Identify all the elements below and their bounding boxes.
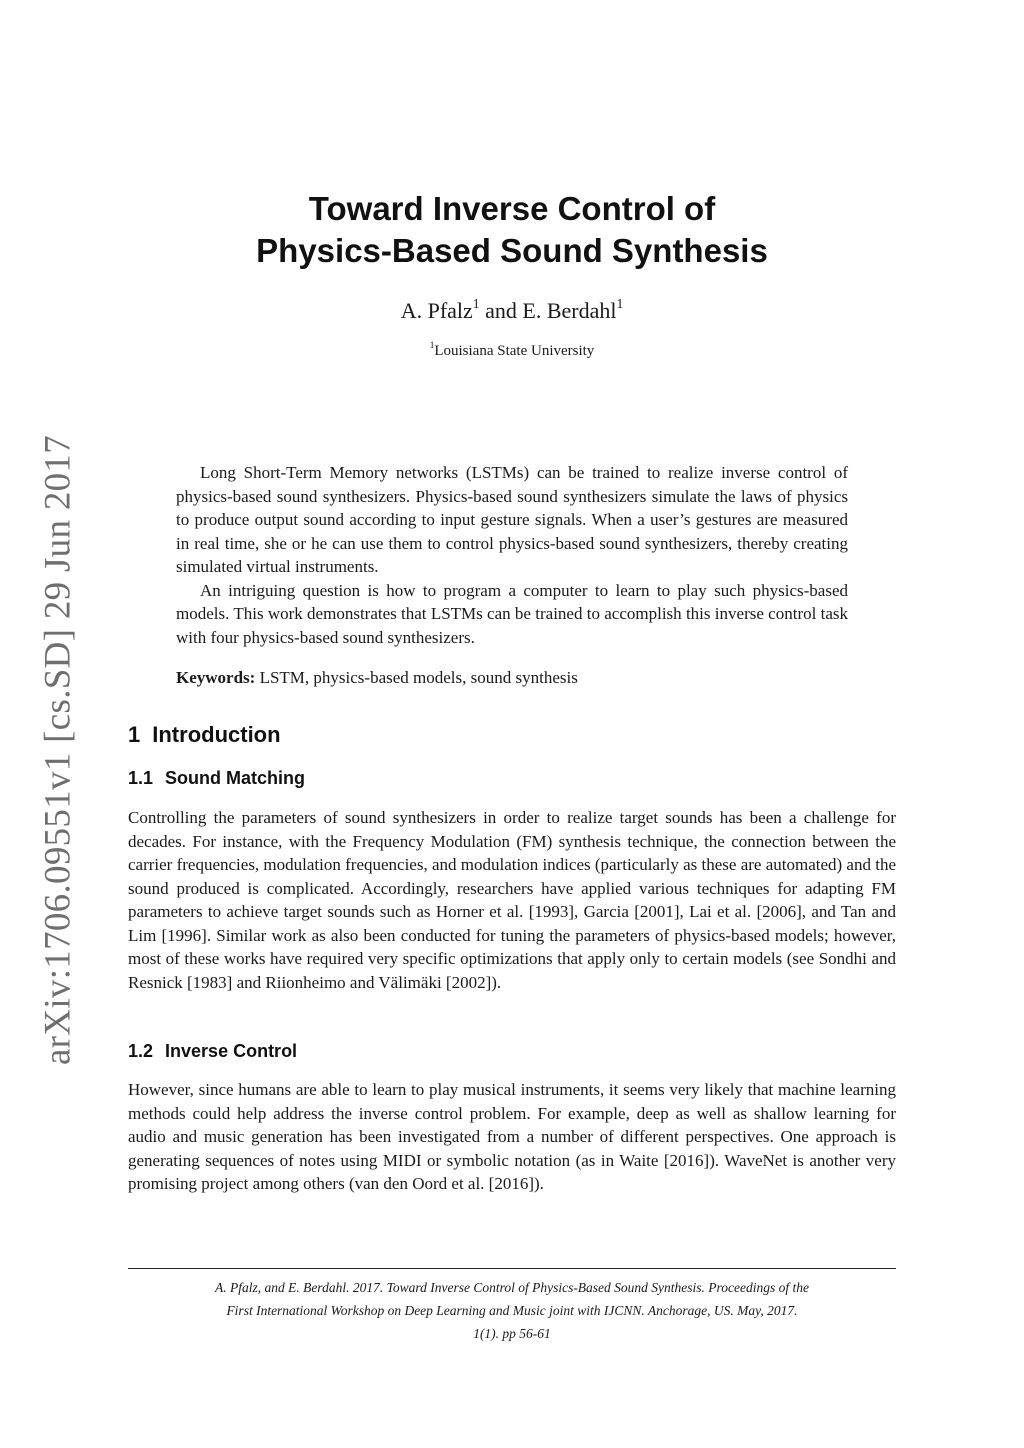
title-line-1: Toward Inverse Control of	[308, 190, 716, 227]
abstract-paragraph-2: An intriguing question is how to program a computer to learn to play such physics-based models. This work demonstrates that LSTMs can be trained to accomplish this inverse control task with four physics-based sound synthesizers.	[176, 580, 848, 647]
footnote-line-2: First International Workshop on Deep Learning and Music joint with IJCNN. Anchorage, US. May, 2017.	[226, 1303, 798, 1318]
affiliation-name: Louisiana State University	[434, 343, 595, 359]
section-heading-introduction	[128, 722, 281, 748]
footnote-line-3: 1(1). pp 56-61	[473, 1326, 551, 1341]
abstract-paragraph-1: Long Short-Term Memory networks (LSTMs) can be trained to realize inverse control of physics-based sound synthesizers. Physics-based sound synthesizers simulate the laws of physics to produce output sound according to input gesture signals. When a user’s gestures are measured in real time, she or he can use them to control physics-based sound synthesizers, thereby creating simulated virtual instruments.	[176, 463, 848, 576]
keywords	[176, 668, 848, 688]
author-2-affil-mark: 1	[616, 295, 624, 311]
footnote-line-1: A. Pfalz, and E. Berdahl. 2017. Toward Inverse Control of Physics-Based Sound Synthesis. Proceedings of the	[214, 1280, 810, 1295]
author-1: A. Pfalz	[400, 298, 473, 323]
paper-title	[128, 188, 896, 272]
arxiv-identifier: arXiv:1706.09551v1 [cs.SD] 29 Jun 2017	[37, 434, 79, 1066]
subsection-title: Sound Matching	[165, 768, 306, 788]
subsection-heading-sound-matching	[128, 768, 305, 789]
author-list	[128, 295, 896, 324]
abstract	[176, 461, 848, 649]
author-2: E. Berdahl	[522, 298, 617, 323]
citation-footnote	[128, 1276, 896, 1345]
footnote-divider	[128, 1268, 896, 1269]
affiliation	[128, 343, 896, 360]
author-separator: and	[479, 298, 523, 323]
keywords-list: LSTM, physics-based models, sound synthesis	[259, 668, 578, 687]
title-line-2: Physics-Based Sound Synthesis	[256, 232, 768, 269]
subsection-number: 1.2	[128, 1041, 154, 1061]
inverse-control-paragraph: However, since humans are able to learn to play musical instruments, it seems very likely that machine learning methods could help address the inverse control problem. For example, deep as well as shallow learning for audio and music generation has been investigated from a number of different perspectives. One approach is generating sequences of notes using MIDI or symbolic notation (as in Waite [2016]). WaveNet is another very promising project among others (van den Oord et al. [2016]).	[128, 1080, 896, 1193]
sound-matching-paragraph: Controlling the parameters of sound synthesizers in order to realize target sounds has been a challenge for decades. For instance, with the Frequency Modulation (FM) synthesis technique, the connection between the carrier frequencies, modulation frequencies, and modulation indices (particularly as these are automated) and the sound produced is complicated. Accordingly, researchers have applied various techniques for adapting FM parameters to achieve target sounds such as Horner et al. [1993], Garcia [2001], Lai et al. [2006], and Tan and Lim [1996]. Similar work as also been conducted for tuning the parameters of physics-based models; however, most of these works have required very specific optimizations that apply only to certain models (see Sondhi and Resnick [1983] and Riionheimo and Välimäki [2002]).	[128, 808, 896, 992]
section-number: 1	[128, 722, 141, 747]
keywords-label: Keywords:	[176, 668, 256, 687]
subsection-title: Inverse Control	[165, 1041, 298, 1061]
subsection-number: 1.1	[128, 768, 154, 788]
subsection-heading-inverse-control	[128, 1041, 297, 1062]
section-title: Introduction	[152, 722, 281, 747]
affiliation-mark: 1	[429, 341, 435, 352]
author-1-affil-mark: 1	[472, 295, 480, 311]
